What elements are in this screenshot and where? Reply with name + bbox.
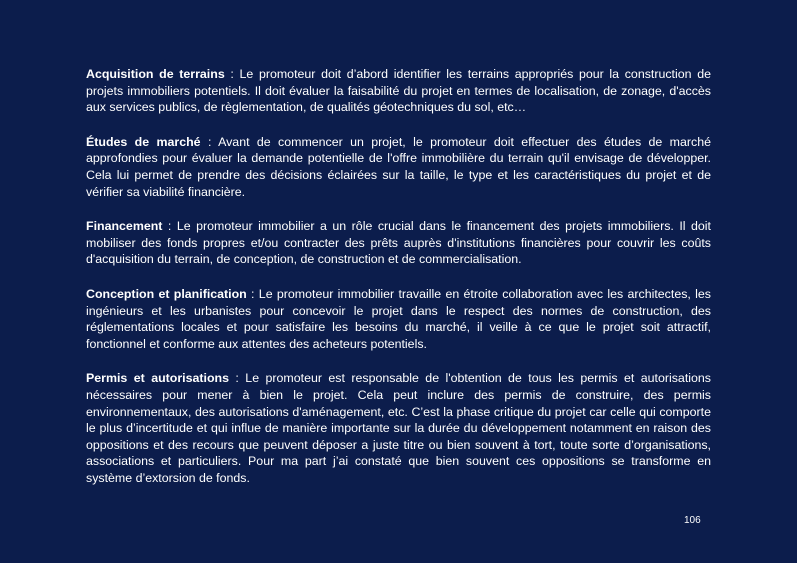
paragraph-acquisition-terrains [86,66,711,116]
paragraph-text: : Avant de commencer un projet, le promoteur doit effectuer des études de marché approfondies pour évaluer la demande potentielle de l'offre immobilière du terrain qu'il envisage de développer. Cela lui permet de prendre des décisions éclairées sur la taille, le type et les caractéristiques du projet et de vérifier sa viabilité financière. [86,134,711,199]
paragraph-text: : Le promoteur est responsable de l'obtention de tous les permis et autorisations nécessaires pour mener à bien le projet. Cela peut inclure des permis de construire, des permis environnementaux, des autorisations d'aménagement, etc. C’est la phase critique du projet car celle qui comporte le plus d’incertitude et qui influe de manière importante sur la durée du développement notamment en raison des oppositions et des recours que peuvent déposer a juste titre ou bien souvent à tort, toute sorte d’organisations, associations et particuliers. Pour ma part j’ai constaté que bien souvent ces oppositions se transforme en système d’extorsion de fonds. [86,371,711,485]
paragraph-permis-autorisations [86,370,711,486]
paragraph-term: Financement [86,219,163,234]
paragraph-term: Études de marché [86,134,201,149]
paragraph-conception-planification [86,286,711,352]
paragraph-text: : Le promoteur immobilier a un rôle crucial dans le financement des projets immobiliers. Il doit mobiliser des fonds propres et/ou contracter des prêts auprès d'institutions financières pour couvrir les coûts d'acquisition du terrain, de conception, de construction et de commercialisation. [86,219,711,267]
paragraph-etudes-marche [86,134,711,200]
paragraph-text: : Le promoteur doit d’abord identifier les terrains appropriés pour la construction de projets immobiliers potentiels. Il doit évaluer la faisabilité du projet en termes de localisation, de zonage, d'accès aux services publics, de règlementation, de qualités géotechniques du sol, etc… [86,67,711,115]
document-body [86,66,711,504]
paragraph-term: Acquisition de terrains [86,67,225,81]
paragraph-financement [86,218,711,268]
paragraph-term: Permis et autorisations [86,371,229,386]
page-number: 106 [684,515,701,526]
paragraph-text: : Le promoteur immobilier travaille en étroite collaboration avec les architectes, les ingénieurs et les urbanistes pour concevoir le projet dans le respect des normes de construction, des réglementations locales et pour satisfaire les besoins du marché, il veille à ce que le projet soit attractif, fonctionnel et conforme aux attentes des acheteurs potentiels. [86,286,711,351]
paragraph-term: Conception et planification [86,286,247,301]
